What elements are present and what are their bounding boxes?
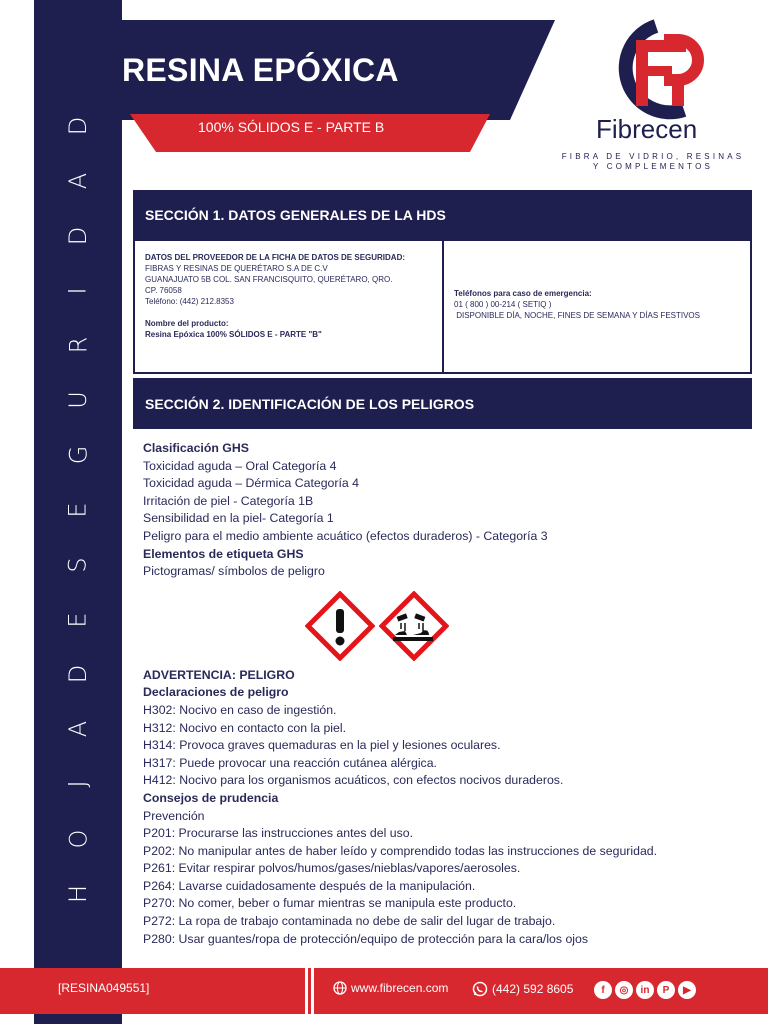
section-2-header: SECCIÓN 2. IDENTIFICACIÓN DE LOS PELIGROS — [133, 378, 752, 429]
side-letter: D — [63, 116, 92, 136]
hazard-heading: Declaraciones de peligro — [143, 685, 289, 700]
ghs-item: Toxicidad aguda – Oral Categoría 4 — [143, 458, 337, 473]
side-letter: D — [63, 226, 92, 245]
youtube-icon[interactable]: ▶ — [678, 981, 696, 999]
side-letter: A — [63, 721, 92, 738]
phone-link[interactable] — [472, 981, 573, 997]
advice-heading: Consejos de prudencia — [143, 790, 279, 805]
side-letter: E — [63, 612, 92, 628]
side-letter: E — [63, 502, 92, 518]
website-text: www.fibrecen.com — [351, 981, 449, 995]
hazard-item: H412: Nocivo para los organismos acuáticos, con efectos nocivos duraderos. — [143, 773, 564, 788]
logo-tagline — [548, 152, 758, 172]
document-code: [RESINA049551] — [58, 981, 150, 995]
side-letter: U — [63, 391, 92, 410]
corrosion-pictogram-icon — [379, 591, 449, 661]
product-name: Resina Epóxica 100% SÓLIDOS E - PARTE "B" — [145, 330, 322, 339]
page-title: RESINA EPÓXICA — [122, 52, 399, 88]
advice-item: P272: La ropa de trabajo contaminada no debe de salir del lugar de trabajo. — [143, 914, 556, 929]
section-1-table — [133, 239, 752, 374]
side-letter: G — [63, 445, 92, 465]
emergency-cell — [444, 241, 750, 372]
prevention-label: Prevención — [143, 808, 205, 823]
advice-item: P264: Lavarse cuidadosamente después de la manipulación. — [143, 878, 476, 893]
provider-heading: DATOS DEL PROVEEDOR DE LA FICHA DE DATOS DE SEGURIDAD: — [145, 253, 406, 262]
section-2-body — [143, 440, 743, 948]
warning-text: ADVERTENCIA: PELIGRO — [143, 667, 295, 682]
side-letter: A — [63, 172, 92, 190]
side-letter: D — [63, 665, 92, 684]
section-1-header: SECCIÓN 1. DATOS GENERALES DE LA HDS — [133, 190, 752, 239]
provider-cell — [135, 241, 444, 372]
exclamation-mark-pictogram-icon — [305, 591, 375, 661]
hazard-item: H312: Nocivo en contacto con la piel. — [143, 720, 347, 735]
provider-line: GUANAJUATO 5B COL. SAN FRANCISQUITO, QUERÉTARO, QRO. — [145, 275, 393, 284]
provider-line: Teléfono: (442) 212.8353 — [145, 297, 234, 306]
logo-tagline-line: Y COMPLEMENTOS — [592, 162, 714, 171]
instagram-icon[interactable]: ◎ — [615, 981, 633, 999]
page-subtitle: 100% SÓLIDOS E - PARTE B — [198, 119, 385, 135]
hazard-item: H302: Nocivo en caso de ingestión. — [143, 702, 337, 717]
globe-icon — [333, 981, 347, 995]
hazard-item: H314: Provoca graves quemaduras en la piel y lesiones oculares. — [143, 738, 501, 753]
product-heading: Nombre del producto: — [145, 319, 229, 328]
label-heading: Elementos de etiqueta GHS — [143, 546, 304, 561]
logo-tagline-line: FIBRA DE VIDRIO, RESINAS — [561, 152, 745, 161]
side-letter: I — [63, 286, 92, 295]
side-letter: S — [63, 557, 92, 573]
ghs-heading: Clasificación GHS — [143, 441, 249, 455]
side-letter: H — [63, 884, 92, 903]
ghs-item: Toxicidad aguda – Dérmica Categoría 4 — [143, 476, 359, 491]
pinterest-icon[interactable]: P — [657, 981, 675, 999]
facebook-icon[interactable]: f — [594, 981, 612, 999]
website-link[interactable] — [333, 981, 448, 995]
side-letter: O — [63, 829, 92, 849]
side-vertical-title — [34, 110, 122, 910]
phone-text: (442) 592 8605 — [492, 982, 574, 996]
social-links — [594, 981, 696, 999]
emergency-line: 01 ( 800 ) 00-214 ( SETIQ ) — [454, 300, 552, 309]
provider-line: FIBRAS Y RESINAS DE QUERÉTARO S.A DE C.V — [145, 264, 328, 273]
whatsapp-icon — [472, 981, 488, 997]
ghs-item: Irritación de piel - Categoría 1B — [143, 493, 314, 508]
advice-item: P280: Usar guantes/ropa de protección/equipo de protección para la cara/los ojos — [143, 931, 589, 946]
linkedin-icon[interactable]: in — [636, 981, 654, 999]
side-letter: R — [64, 337, 92, 354]
emergency-line: DISPONIBLE DÍA, NOCHE, FINES DE SEMANA Y DÍAS FESTIVOS — [454, 311, 700, 320]
advice-item: P261: Evitar respirar polvos/humos/gases/nieblas/vapores/aerosoles. — [143, 861, 521, 876]
pictogram-row — [143, 581, 743, 667]
advice-item: P270: No comer, beber o fumar mientras se manipula este producto. — [143, 896, 517, 911]
emergency-heading: Teléfonos para caso de emergencia: — [454, 289, 592, 298]
advice-item: P201: Procurarse las instrucciones antes del uso. — [143, 826, 413, 841]
ghs-item: Sensibilidad en la piel- Categoría 1 — [143, 511, 334, 526]
hazard-item: H317: Puede provocar una reacción cutánea alérgica. — [143, 755, 437, 770]
pictograms-label: Pictogramas/ símbolos de peligro — [143, 564, 325, 579]
ghs-item: Peligro para el medio ambiente acuático (efectos duraderos) - Categoría 3 — [143, 528, 548, 543]
side-letter: J — [63, 780, 92, 788]
logo-name: Fibrecen — [596, 114, 698, 144]
advice-item: P202: No manipular antes de haber leído y comprendido todas las instrucciones de seguridad. — [143, 843, 658, 858]
provider-line: CP. 76058 — [145, 286, 182, 295]
